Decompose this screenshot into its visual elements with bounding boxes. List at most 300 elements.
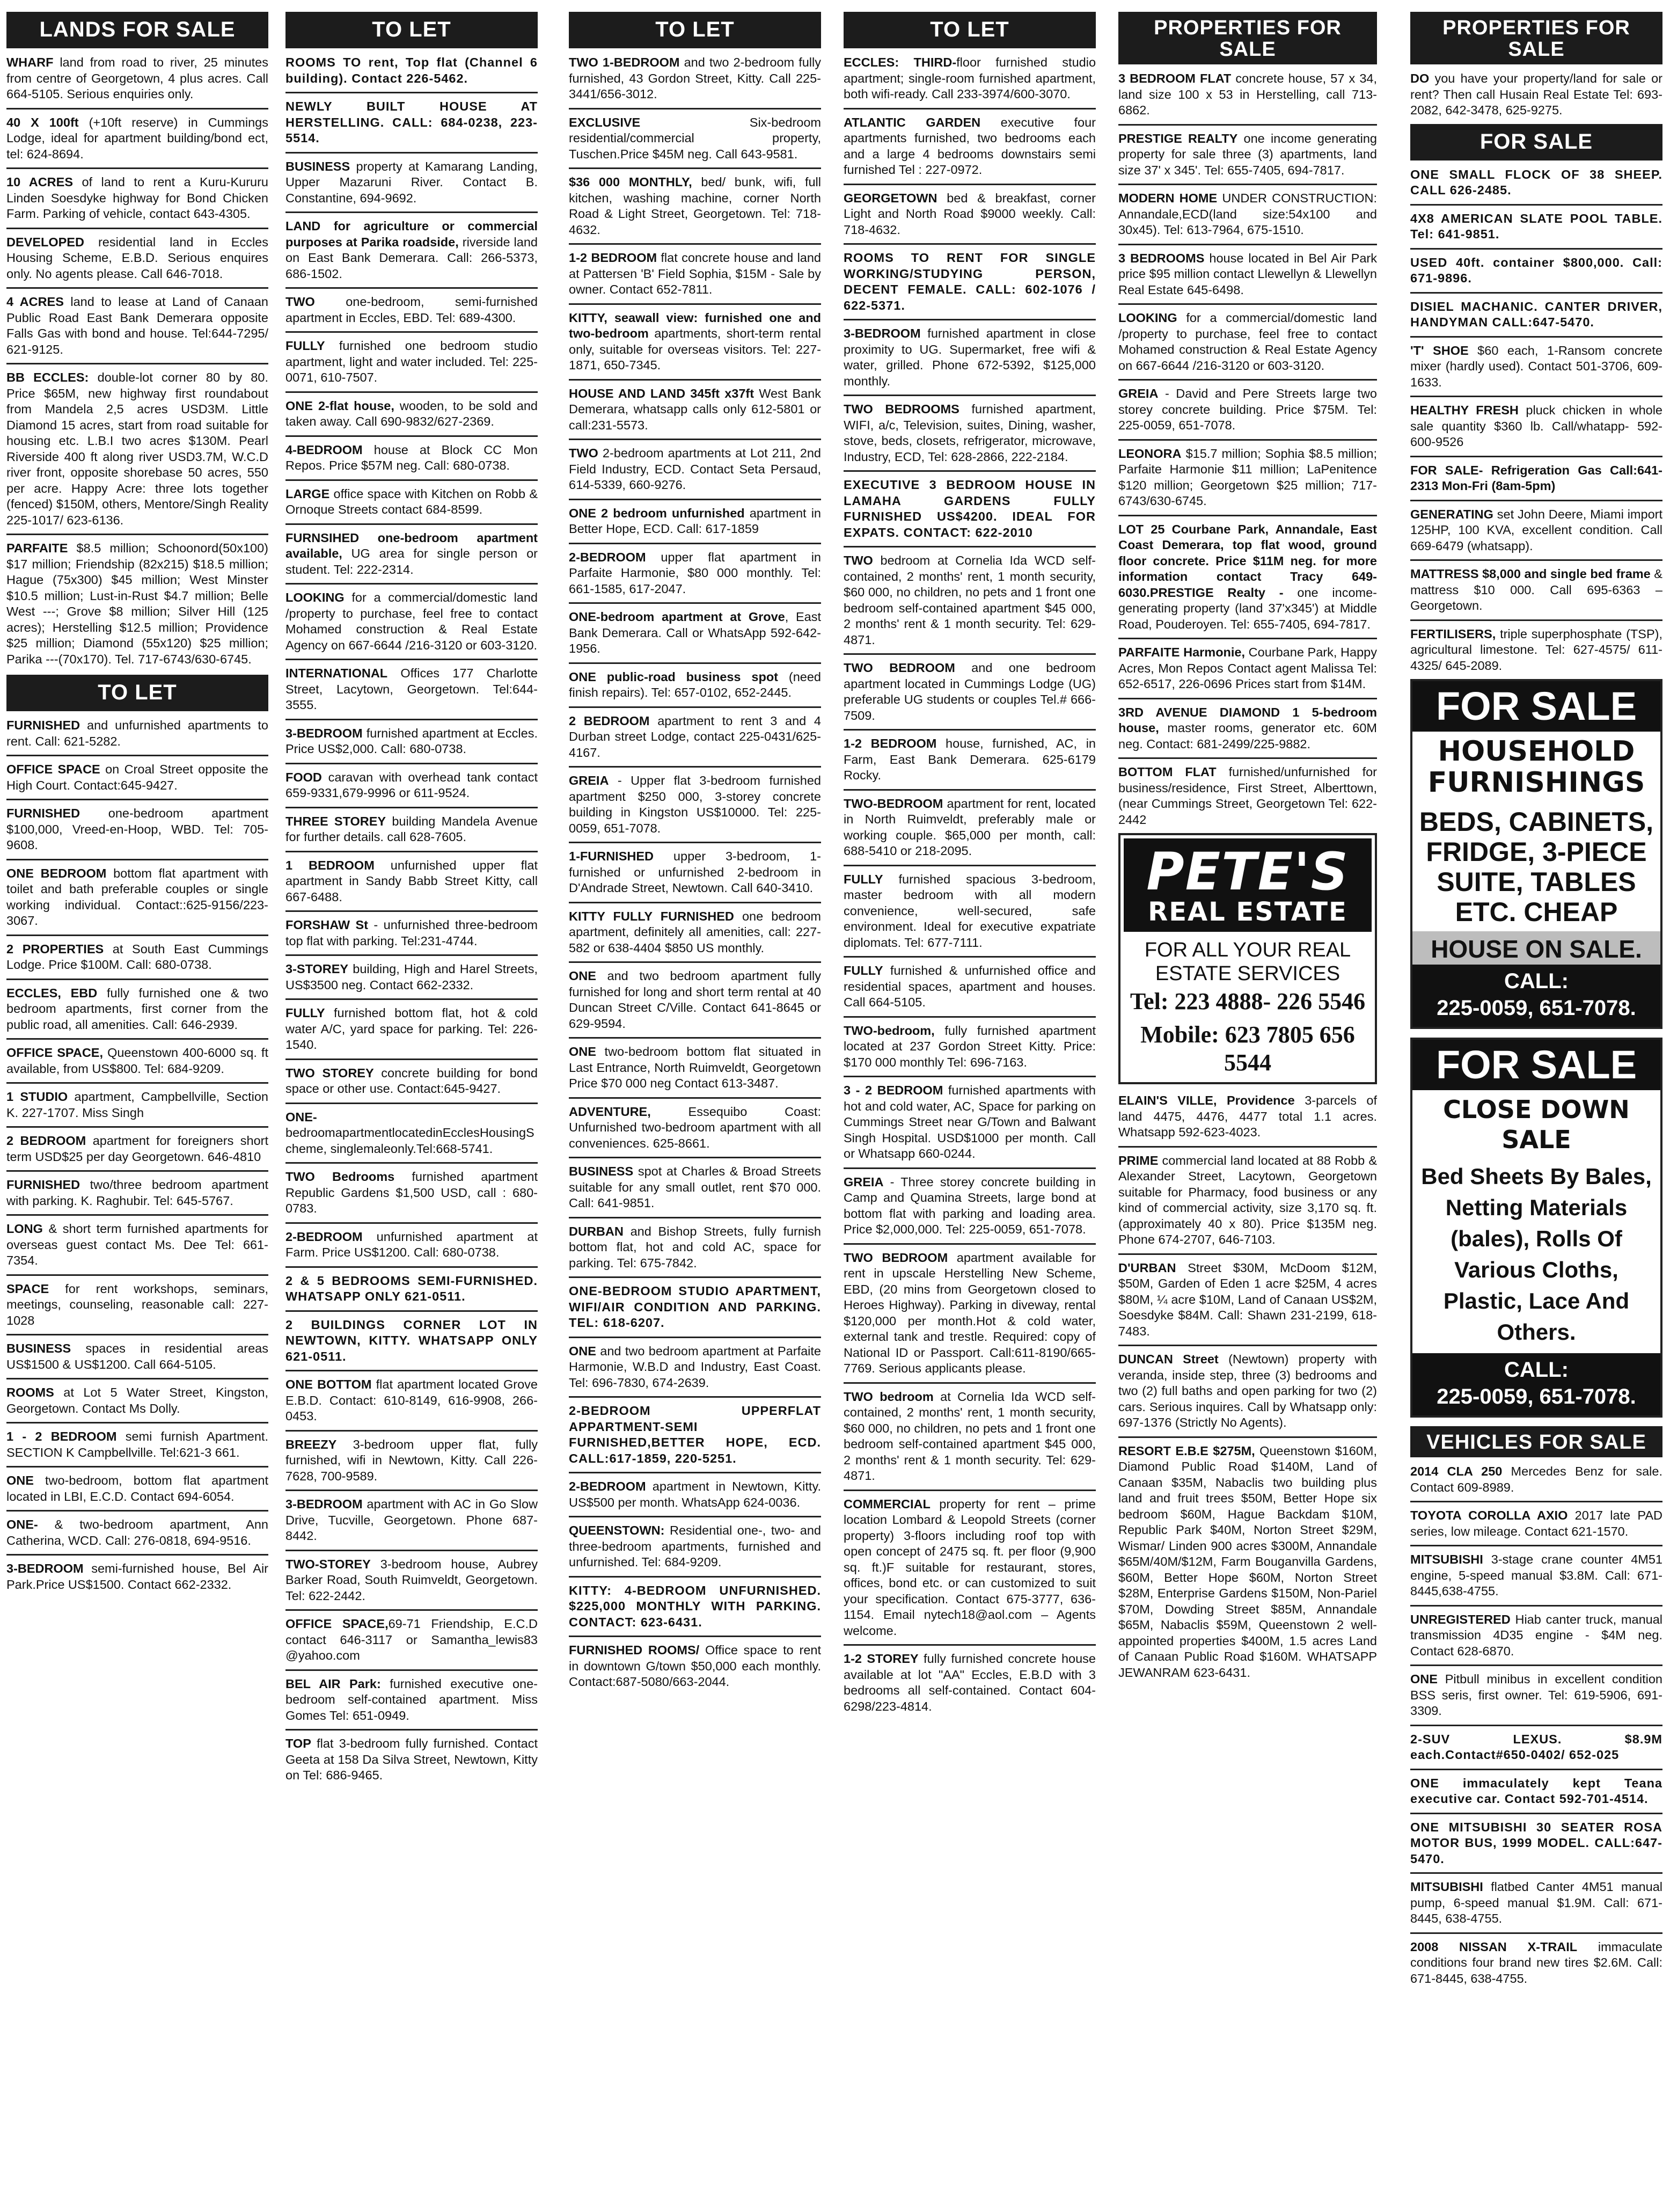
ad-text: flat apartment located Grove E.B.D. Contact: 610-8149, 616-9908, 266-0453. [285, 1377, 538, 1423]
ad-divider [844, 729, 1096, 731]
ad-heading: QUEENSTOWN: [569, 1523, 665, 1537]
ad-divider [285, 1310, 538, 1312]
ad-list [6, 55, 268, 667]
ad-heading: FULLY [285, 1006, 325, 1020]
ad-heading: BREEZY [285, 1437, 337, 1451]
ad-divider [6, 979, 268, 980]
ad-text: ROOMS TO rent, Top flat (Channel 6 building). Contact 226-5462. [285, 55, 538, 85]
classified-ad [1410, 1732, 1662, 1763]
ad-heading: 1 BEDROOM [285, 858, 375, 872]
classified-ad [844, 401, 1096, 465]
ad-heading: ONE BOTTOM [285, 1377, 372, 1391]
classified-ad [569, 386, 821, 434]
ad-text: two-bedroom bottom flat situated in Last Entrance, North Ruimveldt, Georgetown Price $70 000 neg Contact 613-3487. [569, 1045, 821, 1090]
ad-heading: ELAIN'S VILLE, Providence [1118, 1093, 1295, 1107]
ad-text: Office space to rent in downtown G/town $50,000 each monthly. Contact:687-5080/663-2044. [569, 1643, 821, 1689]
ad-text: & short term furnished apartments for overseas guest contact Ms. Dee Tel: 661-7354. [6, 1222, 268, 1267]
box-call [1412, 1353, 1660, 1415]
ad-text: 2 & 5 BEDROOMS SEMI-FURNISHED. WHATSAPP ONLY 621-0511. [285, 1273, 538, 1303]
classified-ad [569, 849, 821, 896]
ad-text: 3-bedroom upper flat, fully furnished, wifi in Newtown, Kitty. Call 226-7628, 700-9589. [285, 1437, 538, 1483]
ad-heading: TWO [569, 446, 598, 460]
ad-heading: 1-2 BEDROOM [569, 251, 657, 265]
classified-ad [6, 985, 268, 1033]
ad-divider [569, 706, 821, 708]
ad-heading: UNREGISTERED [1410, 1612, 1511, 1626]
ad-text: - David and Pere Streets large two storey concrete building. Price $75M. Tel: 225-0059, 651-7078. [1118, 386, 1377, 432]
classified-ad [569, 310, 821, 374]
ad-text: wooden, to be sold and taken away. Call 690-9832/627-2369. [285, 398, 538, 428]
ad-heading: 1 - 2 BEDROOM [6, 1429, 117, 1443]
ad-divider [285, 152, 538, 154]
ad-heading: ONE [1410, 1672, 1438, 1686]
ad-divider [1410, 204, 1662, 206]
ad-divider [569, 303, 821, 305]
classified-ad [1410, 1939, 1662, 1987]
classified-ad [285, 1616, 538, 1664]
ad-heading: ONE BEDROOM [6, 866, 107, 880]
classified-ad [285, 1005, 538, 1053]
classified-ad [6, 1517, 268, 1549]
ad-text: Queenstown 400-6000 sq. ft available, from US$800. Tel: 684-9209. [6, 1046, 268, 1076]
ad-heading: 2014 CLA 250 [1410, 1464, 1503, 1478]
column-to-let-2 [285, 12, 538, 1789]
classified-ad [285, 159, 538, 207]
ad-text: pluck chicken in whole sale quantity $360 lb. Call/whatapp- 592-600-9526 [1410, 403, 1662, 449]
ad-divider [6, 799, 268, 800]
ad-text: furnished spacious 3-bedroom, master bedroom with all modern convenience, well-secured, safe environment. Ideal for executive expatriate diplomats. Tel: 677-7111. [844, 872, 1096, 950]
ad-divider [6, 755, 268, 756]
petes-logo [1124, 838, 1372, 932]
ad-divider [569, 108, 821, 109]
ad-divider [1118, 244, 1377, 245]
call-phones: 225-0059, 651-7078. [1437, 996, 1636, 1020]
ad-text: DISIEL MACHANIC. CANTER DRIVER, HANDYMAN CALL:647-5470. [1410, 299, 1662, 329]
classified-ad [6, 1221, 268, 1269]
ad-divider [285, 719, 538, 720]
ad-text: executive four apartments furnished, two bedrooms each and a large 4 bedrooms downstairs semi furnished Tel : 227-0972. [844, 115, 1096, 177]
classified-ad [285, 1169, 538, 1217]
classified-ad [569, 713, 821, 761]
classified-ad [285, 1065, 538, 1097]
ad-heading: 3-STOREY [285, 962, 349, 976]
ad-heading: TWO STOREY [285, 1065, 374, 1080]
ad-divider [569, 1472, 821, 1473]
ad-text: 2 BUILDINGS CORNER LOT IN NEWTOWN, KITTY. WHATSAPP ONLY 621-0511. [285, 1317, 538, 1363]
close-down-sale-box-ad [1410, 1038, 1662, 1418]
ad-text: for rent workshops, seminars, meetings, counseling, reasonable call: 227-1028 [6, 1281, 268, 1327]
ad-text: & two-bedroom apartment, Ann Catherina, WCD. Call: 276-0818, 694-9516. [6, 1517, 268, 1547]
ad-divider [569, 1097, 821, 1099]
ad-divider [1118, 698, 1377, 699]
ad-heading: ONE 2-flat house, [285, 398, 394, 413]
ad-heading: FOOD [285, 770, 322, 784]
ad-heading: OFFICE SPACE, [285, 1617, 389, 1631]
ad-text: spot at Charles & Broad Streets suitable for any small outlet, rent $70 000. Call: 641-9851. [569, 1164, 821, 1210]
ad-text: semi-furnished house, Bel Air Park.Price US$1500. Contact 662-2332. [6, 1561, 268, 1592]
ad-heading: 2 BEDROOM [569, 713, 650, 728]
classified-ad [285, 1377, 538, 1425]
classified-ad [6, 55, 268, 103]
classified-ad [6, 806, 268, 853]
ad-text: property at Kamarang Landing, Upper Mazaruni River. Contact B. Constantine, 694-9692. [285, 159, 538, 205]
ad-divider [1410, 336, 1662, 338]
ad-divider [285, 287, 538, 289]
ad-divider [285, 1609, 538, 1611]
ad-text: fully furnished apartment located at 237 Gordon Street Kitty. Price: $170 000 monthly Tel: 696-7163. [844, 1023, 1096, 1069]
box-title: FOR SALE [1412, 681, 1660, 732]
ad-text: commercial land located at 88 Robb & Alexander Street, Lacytown, Georgetown suitable for Pharmacy, food business or any kind of commercial activity, size 3,170 sq. ft. (approximately 40 x 80). Price $135M neg. Phone 674-2707, 646-7103. [1118, 1153, 1377, 1246]
ad-text: apartments, short-term rental only, suitable for overseas visitors. Tel: 227-1871, 650-7345. [569, 326, 821, 372]
ad-text: flat 3-bedroom fully furnished. Contact Geeta at 158 Da Silva Street, Newtown, Kitty on Tel: 686-9465. [285, 1736, 538, 1782]
classified-ad [6, 1385, 268, 1417]
classified-ad [844, 1651, 1096, 1714]
ad-heading: ONE public-road business spot [569, 669, 778, 684]
ad-text: ROOMS TO RENT FOR SINGLE WORKING/STUDYING PERSON, DECENT FEMALE. CALL: 602-1076 / 622-5371. [844, 251, 1096, 312]
ad-heading: 3 BEDROOM FLAT [1118, 71, 1232, 85]
classified-ad [6, 1089, 268, 1121]
classified-ad [6, 866, 268, 929]
ad-heading: D'URBAN [1118, 1260, 1176, 1275]
classified-ad [569, 446, 821, 493]
ad-divider [1410, 559, 1662, 561]
classified-ad [6, 1561, 268, 1593]
ad-heading: LONG [6, 1222, 43, 1236]
ad-divider [6, 1422, 268, 1423]
ad-list [1410, 71, 1662, 119]
ad-divider [569, 379, 821, 381]
ad-divider [285, 1058, 538, 1060]
ad-heading: GREIA [844, 1174, 884, 1189]
ad-text: ONE-BEDROOM STUDIO APARTMENT, WIFI/AIR CONDITION AND PARKING. TEL: 618-6207. [569, 1284, 821, 1330]
ad-heading: TWO Bedrooms [285, 1170, 395, 1184]
ad-heading: ONE [569, 969, 596, 983]
ad-text: at South East Cummings Lodge. Price $100M. Call: 680-0738. [6, 941, 268, 972]
classified-ad [285, 1437, 538, 1485]
ad-divider [6, 1082, 268, 1084]
ad-text: double-lot corner 80 by 80. Price $65M, new highway first roundabout from Mandela 2,5 acres USD3M. Little Diamond 15 acres, start from road suitable for housing etc. L.B.I two acres $130M. Pearl Riverside 400 ft along river USD3.7M, W.C.D river front, opposite shorebase 50 acres, 550 per acre. Happy Acre: three lots together (fenced) $150M, others, Mentore/Singh Reality 225-1017/ 623-6136. [6, 370, 268, 527]
ad-text: furnished & unfurnished office and residential spaces, apartment and houses. Call 664-5105. [844, 963, 1096, 1009]
ad-text: bedroom at Cornelia Ida WCD self-contained, 2 months' rent, 1 month security, $60 000, no children, no pets and 1 front one bedroom self-contained apartment $45 000, 2 months' rent & 1 month security. Tel: 629-4871. [844, 553, 1096, 647]
ad-heading: MODERN HOME [1118, 191, 1218, 205]
ad-list [1118, 1093, 1377, 1681]
ad-divider [285, 391, 538, 393]
ad-divider [844, 1167, 1096, 1169]
classified-ad [1410, 1464, 1662, 1495]
ad-divider [285, 1103, 538, 1104]
ad-divider [569, 1516, 821, 1517]
ad-heading: FURNISHED [6, 1178, 80, 1192]
ad-heading: 3-BEDROOM [6, 1561, 84, 1575]
ad-divider [6, 108, 268, 109]
ad-divider [285, 479, 538, 481]
box-call [1412, 965, 1660, 1027]
classified-ad [285, 858, 538, 906]
ad-text: 4X8 AMERICAN SLATE POOL TABLE. Tel: 641-9851. [1410, 211, 1662, 241]
classified-ad [569, 1523, 821, 1571]
ad-heading: FURNISHED ROOMS/ [569, 1643, 700, 1657]
ad-heading: LOOKING [1118, 311, 1177, 325]
ad-divider [6, 1334, 268, 1335]
ad-text: furnished apartments with hot and cold water, AC, Space for parking on Cummings Street near G/Town and Balwant Singh Hospital. USD$1000 per month. Call or Whatsapp 660-0244. [844, 1083, 1096, 1160]
column-lands-for-sale [6, 12, 268, 1598]
ad-heading: 4 ACRES [6, 295, 64, 309]
ad-list [285, 55, 538, 1784]
ad-heading: MATTRESS $8,000 and single bed frame [1410, 567, 1651, 581]
classified-ad [285, 1557, 538, 1604]
ad-divider [1410, 1665, 1662, 1666]
section-header-to-let: TO LET [844, 12, 1096, 48]
ad-heading: FOR SALE- Refrigeration Gas Call:641-2313 Mon-Fri (8am-5pm) [1410, 463, 1662, 493]
classified-ad [6, 294, 268, 357]
classified-ad [285, 1109, 538, 1157]
classified-ad [285, 917, 538, 949]
ad-text: bed & breakfast, corner Light and North Road $9000 weekly. Call: 718-4632. [844, 191, 1096, 237]
ad-divider [569, 662, 821, 664]
ad-text: house at Block CC Mon Repos. Price $57M neg. Call: 680-0738. [285, 442, 538, 472]
ad-divider [569, 1217, 821, 1218]
classified-ad [285, 99, 538, 147]
classified-ad [285, 1317, 538, 1365]
ad-divider [844, 1490, 1096, 1491]
ad-text: $60 each, 1-Ransom concrete mixer (hardly used). Contact 501-3706, 609-1633. [1410, 343, 1662, 389]
ad-heading: 3-BEDROOM [285, 726, 363, 740]
ad-heading: 3-BEDROOM [285, 1497, 363, 1511]
classified-ad [844, 872, 1096, 951]
ad-divider [1410, 1872, 1662, 1874]
ad-text: office space with Kitchen on Robb & Ornoque Streets contact 684-8599. [285, 486, 538, 516]
ad-heading: THREE STOREY [285, 814, 386, 828]
classified-ad [1118, 1153, 1377, 1248]
call-phones: 225-0059, 651-7078. [1437, 1385, 1636, 1408]
classified-ad [285, 486, 538, 518]
ad-text: UG area for single person or student. Tel: 222-2314. [285, 546, 538, 576]
ad-divider [844, 865, 1096, 866]
ad-heading: 4-BEDROOM [285, 442, 363, 457]
box-body: Bed Sheets By Bales, Netting Materials (bales), Rolls Of Various Cloths, Plastic, Lace And Others. [1421, 1164, 1652, 1345]
classified-ad [285, 398, 538, 430]
ad-heading: ONE [6, 1473, 34, 1487]
ad-divider [6, 1038, 268, 1040]
ad-list [1410, 167, 1662, 674]
ad-heading: GREIA [569, 773, 609, 787]
classified-ad [285, 218, 538, 282]
ad-text: Courbane Park, Happy Acres, Mon Repos Contact agent Malissa Tel: 652-6517, 226-0696 Prices start from $14M. [1118, 645, 1377, 691]
ad-divider [1410, 1932, 1662, 1934]
ad-text: flat concrete house and land at Pattersen 'B' Field Sophia, $15M - Sale by owner. Contact 652-7811. [569, 251, 821, 296]
ad-text: and two bedroom apartment fully furnished for long and short term rental at 40 Duncan Street C/Ville. Contact 641-8645 or 629-9594. [569, 969, 821, 1031]
classified-ad [285, 1229, 538, 1261]
ad-divider [1118, 124, 1377, 126]
ad-heading: TWO bedroom [844, 1389, 934, 1404]
classified-ad [569, 1044, 821, 1092]
ad-heading: 2-BEDROOM [285, 1229, 363, 1244]
ad-text: land from road to river, 25 minutes from centre of Georgetown, 4 plus acres. Call 664-5105. Serious enquiries only. [6, 55, 268, 101]
classified-ad [1410, 167, 1662, 199]
call-label: CALL: [1504, 1358, 1569, 1382]
ad-heading: DEVELOPED [6, 235, 84, 249]
ad-divider [1118, 757, 1377, 759]
ad-text: one-bedroom apartment $100,000, Vreed-en-Hoop, WBD. Tel: 705-9608. [6, 806, 268, 852]
ad-divider [6, 1466, 268, 1468]
classified-ad [6, 1133, 268, 1165]
ad-text: apartment in Better Hope, ECD. Call: 617-1859 [569, 506, 821, 536]
ad-heading: ONE- [285, 1109, 317, 1124]
ad-heading: $36 000 MONTHLY, [569, 175, 692, 189]
ad-text: Six-bedroom residential/commercial property, Tuschen.Price $45M neg. Call 643-9581. [569, 115, 821, 161]
ad-heading: MITSUBISHI [1410, 1880, 1483, 1894]
ad-text: residential land in Eccles Housing Scheme, E.B.D. Serious enquires only. No agents please. Call 646-7018. [6, 235, 268, 281]
ad-heading: RESORT E.B.E $275M, [1118, 1443, 1255, 1458]
petes-real-estate-ad [1118, 833, 1377, 1084]
classified-ad [6, 235, 268, 282]
classified-ad [1410, 343, 1662, 391]
ad-divider [6, 287, 268, 289]
ad-heading: OFFICE SPACE, [6, 1046, 103, 1060]
ad-text: Residential one-, two- and three-bedroom apartments, furnished and unfurnished. Tel: 684-9209. [569, 1523, 821, 1569]
ad-text: NEWLY BUILT HOUSE AT HERSTELLING. CALL: 684-0238, 223-5514. [285, 99, 538, 145]
ad-divider [844, 1243, 1096, 1245]
classified-ad [1410, 1508, 1662, 1539]
ad-divider [1410, 456, 1662, 457]
classified-ad [6, 174, 268, 222]
call-label: CALL: [1504, 969, 1569, 993]
classified-ad [6, 941, 268, 973]
classified-ad [6, 762, 268, 793]
ad-text: Essequibo Coast: Unfurnished two-bedroom apartment with all conveniences. 625-8661. [569, 1104, 821, 1150]
classified-ad [1410, 507, 1662, 554]
ad-heading: BOTTOM FLAT [1118, 765, 1217, 779]
ad-text: - Three storey concrete building in Camp and Quamina Streets, large bond at bottom flat with parking and loading area. Price $2,000,000. Tel: 225-0059, 651-7078. [844, 1174, 1096, 1236]
ad-text: 2-bedroom apartments at Lot 211, 2nd Field Industry, ECD. Contact Seta Persaud, 614-5339, 660-9276. [569, 446, 821, 492]
ad-divider [569, 1276, 821, 1278]
classified-ad [844, 1083, 1096, 1162]
ad-heading: ECCLES: THIRD- [844, 55, 957, 69]
classified-ad [569, 968, 821, 1032]
classified-ad [569, 1344, 821, 1391]
ad-heading: FULLY [844, 872, 883, 886]
ad-divider [285, 1222, 538, 1224]
classified-ad [1118, 386, 1377, 434]
ad-divider [285, 331, 538, 333]
classified-ad [1118, 705, 1377, 753]
pete-telephone: Tel: 223 4888- 226 5546 [1130, 988, 1366, 1014]
classified-ad [1118, 1093, 1377, 1141]
ad-heading: LOOKING [285, 590, 345, 604]
classified-ad [1410, 1879, 1662, 1927]
ad-divider [6, 1554, 268, 1556]
ad-heading: FULLY [844, 963, 883, 977]
ad-text: and Bishop Streets, fully furnish bottom flat, hot and cold AC, space for parking. Tel: 675-7842. [569, 1224, 821, 1270]
classified-ad [569, 506, 821, 537]
classified-ad [285, 55, 538, 86]
ad-heading: LARGE [285, 486, 330, 501]
ad-text: $15.7 million; Sophia $8.5 million; Parfaite Harmonie $11 million; LaPenitence $120 million; Georgetown $25 million; 717-6743/630-6745. [1118, 446, 1377, 508]
ad-heading: ONE [569, 1344, 596, 1358]
ad-divider [569, 902, 821, 903]
pete-tagline: FOR ALL YOUR REAL ESTATE SERVICES [1144, 939, 1351, 985]
classified-ad [1410, 211, 1662, 243]
ad-heading: TWO-STOREY [285, 1557, 371, 1571]
ad-text: at Cornelia Ida WCD self-contained, 2 months' rent, 1 month security, $60 000, no children, no pets and 1 front one bedroom self-contained apartment $45 000, 2 months' rent & 1 month security. Tel: 629-4871. [844, 1389, 1096, 1483]
ad-divider [285, 1729, 538, 1731]
ad-divider [6, 1170, 268, 1172]
ad-divider [285, 1266, 538, 1268]
ad-divider [1118, 1436, 1377, 1438]
ad-text: , East Bank Demerara. Call or WhatsApp 592-642-1956. [569, 610, 821, 655]
ad-heading: 3-BEDROOM [844, 326, 921, 340]
ad-text: riverside land on East Bank Demerara. Call: 266-5373, 686-1502. [285, 235, 538, 281]
ad-heading: 3 - 2 BEDROOM [844, 1083, 943, 1097]
ad-divider [569, 243, 821, 245]
ad-divider [1118, 515, 1377, 516]
ad-text: 3-parcels of land 4475, 4476, 4477 total 1.1 acres. Whatsapp 592-623-4023. [1118, 1093, 1377, 1139]
classified-ad [569, 1283, 821, 1331]
classified-ad [1118, 645, 1377, 692]
ad-heading: ROOMS [6, 1385, 54, 1399]
classified-ad [569, 1403, 821, 1466]
classified-ad [1410, 299, 1662, 331]
classified-ad [285, 666, 538, 713]
ad-divider [285, 1669, 538, 1671]
classified-ad [569, 55, 821, 103]
ad-text: two-bedroom, bottom flat apartment located in LBI, E.C.D. Contact 694-6054. [6, 1473, 268, 1503]
ad-text: one income generating property for sale three (3) apartments, land size 37' x 345'. Tel: 655-7405, 694-7817. [1118, 131, 1377, 177]
ad-divider [844, 319, 1096, 320]
ad-divider [6, 1214, 268, 1216]
ad-heading: DUNCAN Street [1118, 1352, 1219, 1366]
ad-text: (Newtown) property with veranda, inside step, three (3) bedrooms and two (2) full baths and open parking for two (2) cars. Serious inquires. Call by Whatsapp only: 697-1376 (Strictly No Agents). [1118, 1352, 1377, 1429]
ad-divider [569, 842, 821, 843]
ad-divider [285, 211, 538, 213]
box-house-on-sale: HOUSE ON SALE. [1412, 931, 1660, 965]
ad-heading: 'T' SHOE [1410, 343, 1469, 357]
ad-divider [1118, 1253, 1377, 1255]
logo-name: PETE'S [1146, 842, 1349, 902]
ad-heading: 2 PROPERTIES [6, 941, 104, 956]
classified-ad [844, 1023, 1096, 1071]
ad-list [6, 718, 268, 1593]
ad-list [1410, 1464, 1662, 1987]
classified-ad [1410, 1612, 1662, 1660]
ad-divider [285, 1162, 538, 1164]
section-header-to-let: TO LET [6, 675, 268, 711]
ad-divider [285, 910, 538, 912]
ad-text: master rooms, generator etc. 60M neg. Contact: 681-2499/225-9882. [1118, 721, 1377, 751]
section-header-vehicles-for-sale: VEHICLES FOR SALE [1410, 1426, 1662, 1457]
classified-ad [569, 609, 821, 657]
ad-text: unfurnished upper flat apartment in Sandy Babb Street Kitty, call 667-6488. [285, 858, 538, 904]
ad-text: one bedroom apartment, definitely all amenities, call: 227-582 or 638-4404 $850 US monthly. [569, 909, 821, 955]
ad-divider [1410, 1725, 1662, 1726]
classified-ad [6, 1473, 268, 1505]
classified-ad [1410, 566, 1662, 614]
classified-ad [844, 553, 1096, 648]
ad-text: caravan with overhead tank contact 659-9331,679-9996 or 611-9524. [285, 770, 538, 800]
ad-text: 2-BEDROOM UPPERFLAT APPARTMENT-SEMI FURNISHED,BETTER HOPE, ECD. CALL:617-1859, 220-5251. [569, 1404, 821, 1465]
ad-text: property for rent – prime location Lombard & Leopold Streets (corner property) 3-floors including roof top with open concept of 2475 sq. ft. per floor (9,900 sq. ft.)F suitable for restaurant, stores, offices, bond etc. or can customized to suit your specification. Contact 675-3777, 636-1154. Email nytech18@aol.com – Agents welcome. [844, 1496, 1096, 1638]
ad-text: Mercedes Benz for sale. Contact 609-8989. [1410, 1464, 1662, 1494]
classified-ad [569, 1224, 821, 1272]
ad-heading: ONE [569, 1045, 596, 1058]
ad-divider [569, 1576, 821, 1578]
ad-text: ONE immaculately kept Teana executive car. Contact 592-701-4514. [1410, 1776, 1662, 1806]
ad-divider [1410, 396, 1662, 397]
ad-text: West Bank Demerara, whatsapp calls only 612-5801 or call:231-5573. [569, 386, 822, 432]
ad-heading: FERTILISERS, [1410, 626, 1496, 641]
ad-heading: BUSINESS [569, 1164, 634, 1178]
ad-text: ONE MITSUBISHI 30 SEATER ROSA MOTOR BUS, 1999 MODEL. CALL:647-5470. [1410, 1820, 1662, 1866]
